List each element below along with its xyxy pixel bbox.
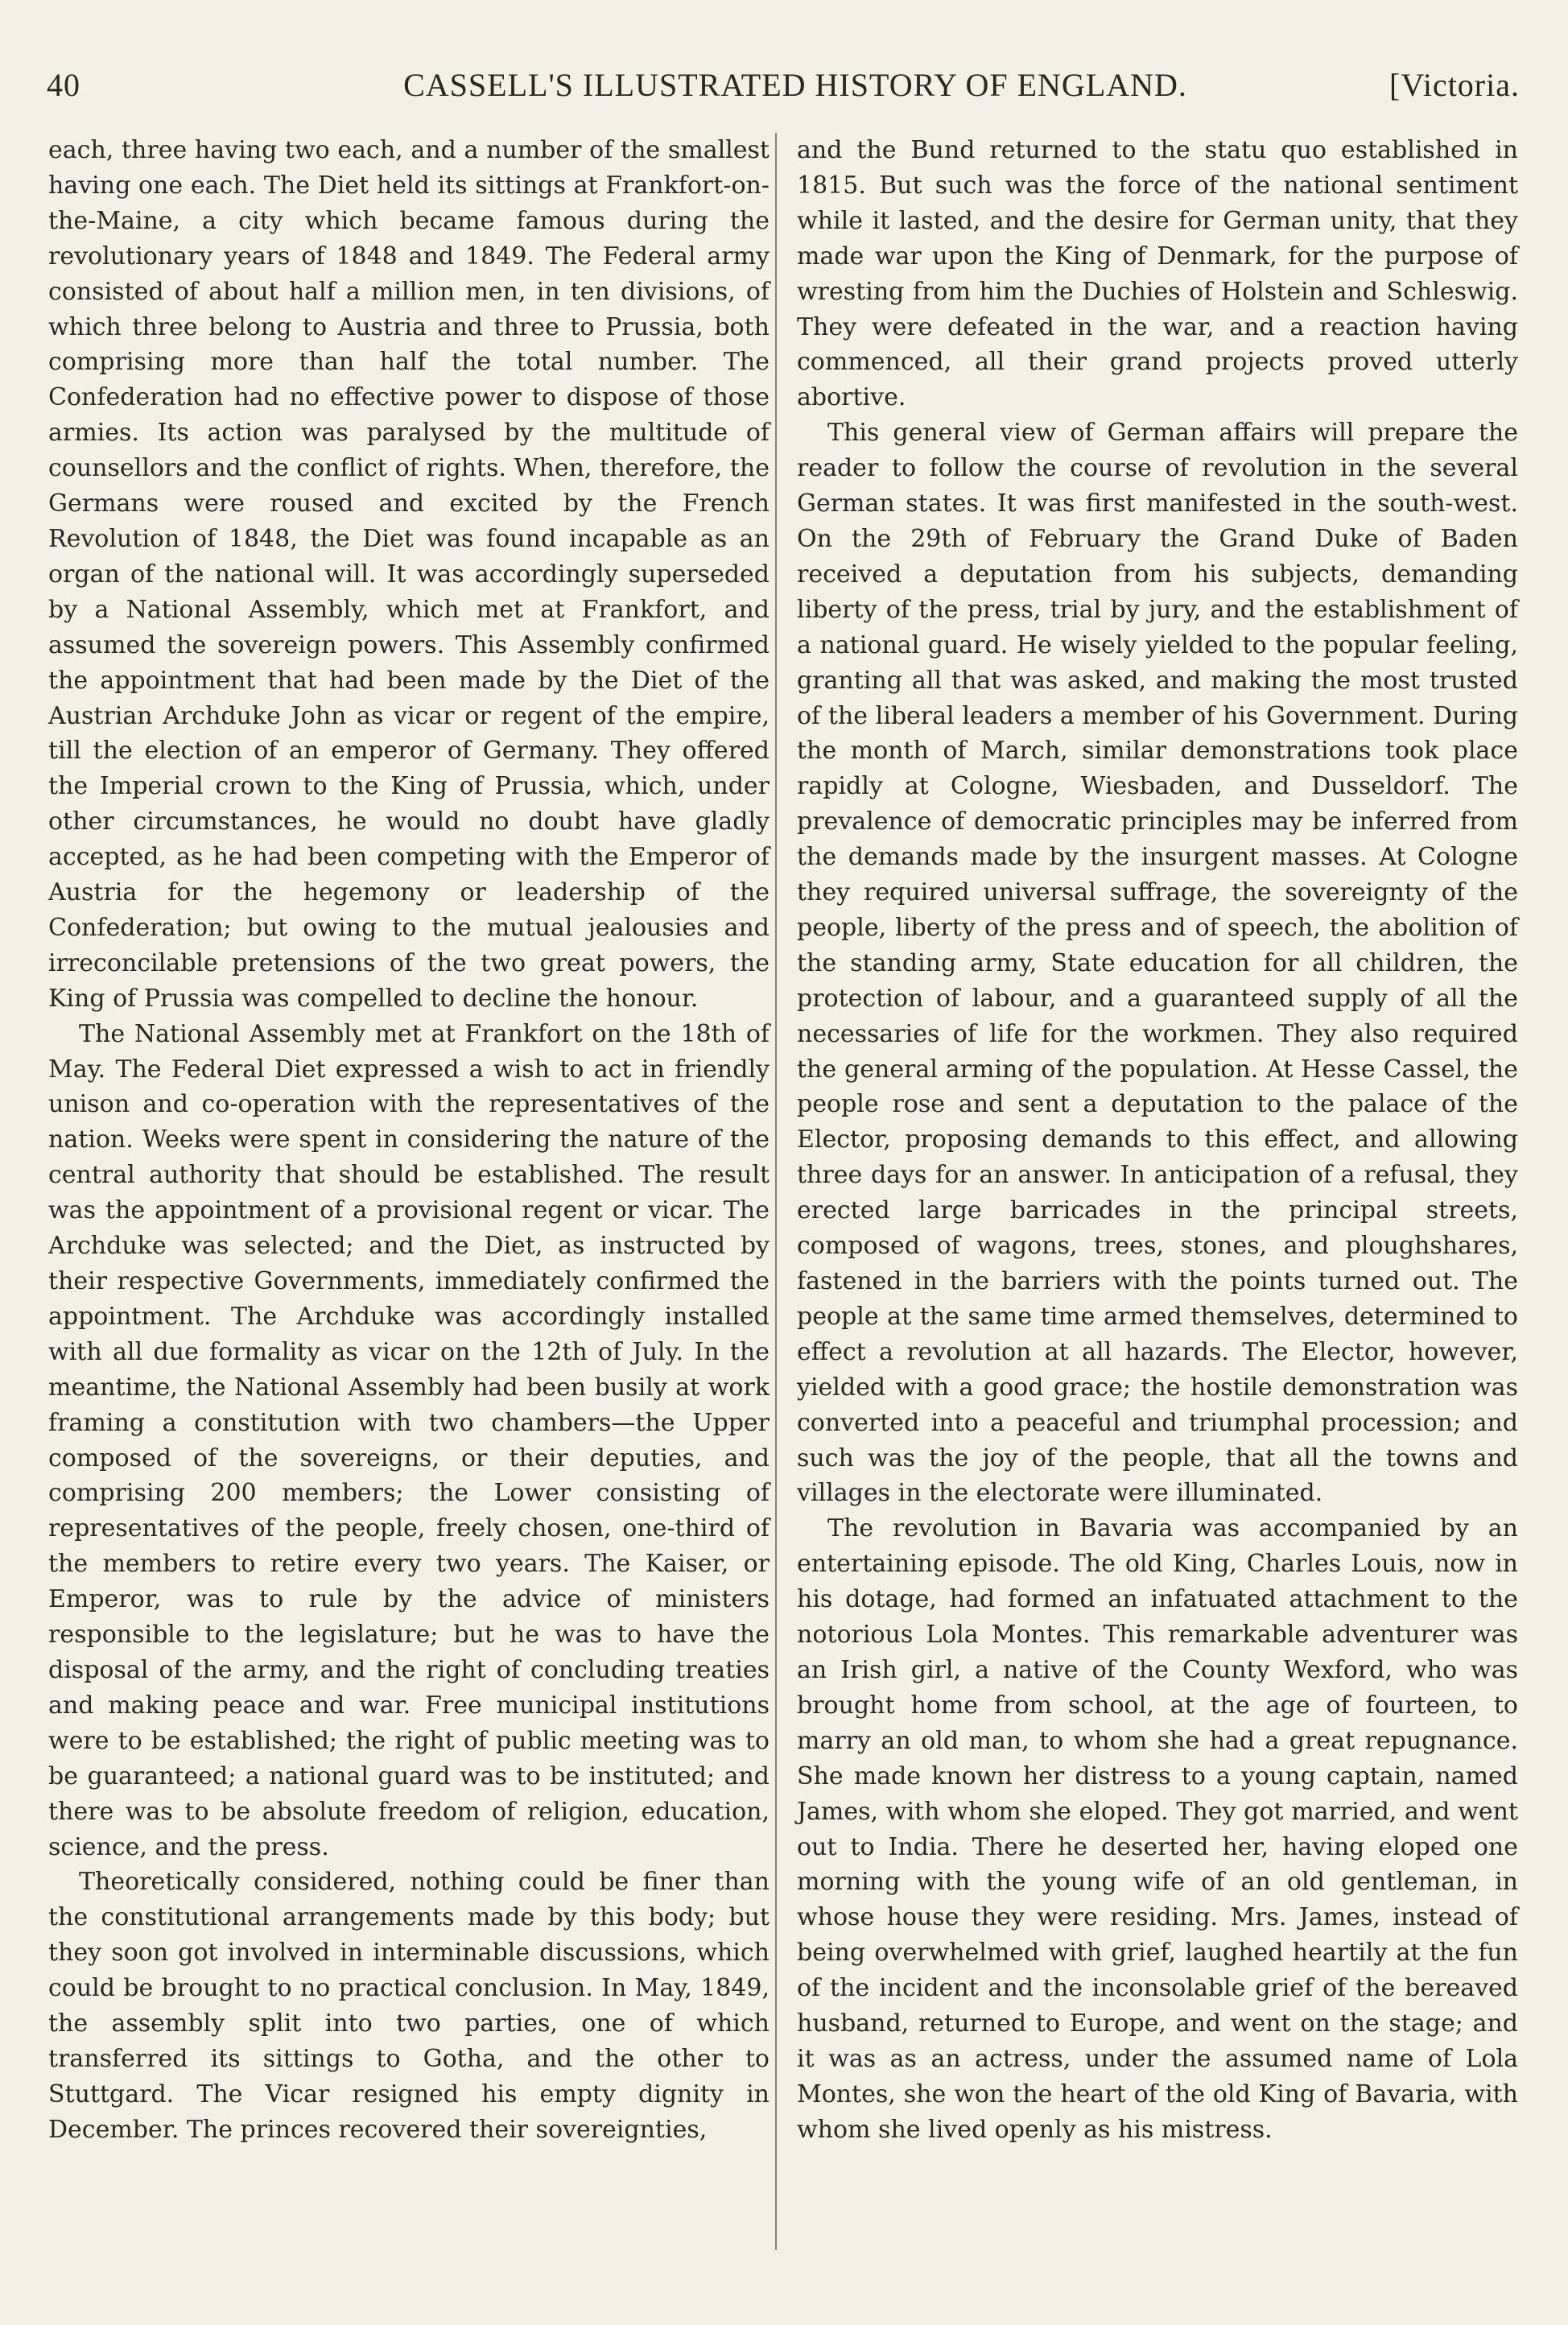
paragraph: and the Bund returned to the statu quo established in 1815. But such was the force of the national sentiment while it lasted, and the desire for German unity, that they made war upon the King of Denmark, for the purpose of wresting from him the Duchies of Holstein and Schleswig. They were defeated in the war, and a reaction having commenced, all their grand projects proved utterly abortive. [797, 136, 1518, 412]
running-title: CASSELL'S ILLUSTRATED HISTORY OF ENGLAND. [403, 67, 1187, 103]
paragraph: The revolution in Bavaria was accompanied by an entertaining episode. The old King, Charles Louis, now in his dotage, had formed an infatuated attachment to the notorious Lola Montes. This remarkable adventurer was an Irish girl, a native of the County Wexford, who was brought home from school, at the age of fourteen, to marry an old man, to whom she had a great repugnance. She made known her distress to a young captain, named James, with whom she eloped. They got married, and went out to India. There he deserted her, having eloped one morning with the young wife of an old gentleman, in whose house they were residing. Mrs. James, instead of being overwhelmed with grief, laughed heartily at the fun of the incident and the inconsolable grief of the bereaved husband, returned to Europe, and went on the stage; and it was as an actress, under the assumed name of Lola Montes, she won the heart of the old King of Bavaria, with whom she lived openly as his mistress. [797, 1514, 1518, 2144]
section-label: [Victoria. [1389, 67, 1520, 103]
right-column [797, 133, 1518, 2148]
paragraph: This general view of German affairs will prepare the reader to follow the course of revolution in the several German states. It was first manifested in the south-west. On the 29th of February the Grand Duke of Baden received a deputation from his subjects, demanding liberty of the press, trial by jury, and the establishment of a national guard. He wisely yielded to the popular feeling, granting all that was asked, and making the most trusted of the liberal leaders a member of his Government. During the month of March, similar demonstrations took place rapidly at Cologne, Wiesbaden, and Dusseldorf. The prevalence of democratic principles may be inferred from the demands made by the insurgent masses. At Cologne they required universal suffrage, the sovereignty of the people, liberty of the press and of speech, the abolition of the standing army, State education for all children, the protection of labour, and a guaranteed supply of all the necessaries of life for the workmen. They also required the general arming of the population. At Hesse Cassel, the people rose and sent a deputation to the palace of the Elector, proposing demands to this effect, and allowing three days for an answer. In anticipation of a refusal, they erected large barricades in the principal streets, composed of wagons, trees, stones, and ploughshares, fastened in the barriers with the points turned out. The people at the same time armed themselves, determined to effect a revolution at all hazards. The Elector, however, yielded with a good grace; the hostile demonstration was converted into a peaceful and triumphal procession; and such was the joy of the people, that all the towns and villages in the electorate were illuminated. [797, 419, 1518, 1508]
page-number: 40 [47, 67, 80, 103]
page-header [47, 66, 1520, 114]
column-divider [775, 133, 777, 2250]
paragraph: The National Assembly met at Frankfort on the 18th of May. The Federal Diet expressed a wish to act in friendly unison and co-operation with the representatives of the nation. Weeks were spent in considering the nature of the central authority that should be established. The result was the appointment of a provisional regent or vicar. The Archduke was selected; and the Diet, as instructed by their respective Governments, immediately confirmed the appointment. The Archduke was accordingly installed with all due formality as vicar on the 12th of July. In the meantime, the National Assembly had been busily at work framing a constitution with two chambers—the Upper composed of the sovereigns, or their deputies, and comprising 200 members; the Lower consisting of representatives of the people, freely chosen, one-third of the members to retire every two years. The Kaiser, or Emperor, was to rule by the advice of ministers responsible to the legislature; but he was to have the disposal of the army, and the right of concluding treaties and making peace and war. Free municipal institutions were to be established; the right of public meeting was to be guaranteed; a national guard was to be instituted; and there was to be absolute freedom of religion, education, science, and the press. [48, 1019, 770, 1861]
paragraph: each, three having two each, and a number of the smallest having one each. The Diet held its sittings at Frankfort-on-the-Maine, a city which became famous during the revolutionary years of 1848 and 1849. The Federal army consisted of about half a million men, in ten divisions, of which three belong to Austria and three to Prussia, both comprising more than half the total number. The Confederation had no effective power to dispose of those armies. Its action was paralysed by the multitude of counsellors and the conflict of rights. When, therefore, the Germans were roused and excited by the French Revolution of 1848, the Diet was found incapable as an organ of the national will. It was accordingly superseded by a National Assembly, which met at Frankfort, and assumed the sovereign powers. This Assembly confirmed the appointment that had been made by the Diet of the Austrian Archduke John as vicar or regent of the empire, till the election of an emperor of Germany. They offered the Imperial crown to the King of Prussia, which, under other circumstances, he would no doubt have gladly accepted, as he had been competing with the Emperor of Austria for the hegemony or leadership of the Confederation; but owing to the mutual jealousies and irreconcilable pretensions of the two great powers, the King of Prussia was compelled to decline the honour. [48, 136, 770, 1013]
left-column [48, 133, 770, 2148]
paragraph: Theoretically considered, nothing could be finer than the constitutional arrangements made by this body; but they soon got involved in interminable discussions, which could be brought to no practical conclusion. In May, 1849, the assembly split into two parties, one of which transferred its sittings to Gotha, and the other to Stuttgard. The Vicar resigned his empty dignity in December. The princes recovered their sovereignties, [48, 1868, 770, 2144]
